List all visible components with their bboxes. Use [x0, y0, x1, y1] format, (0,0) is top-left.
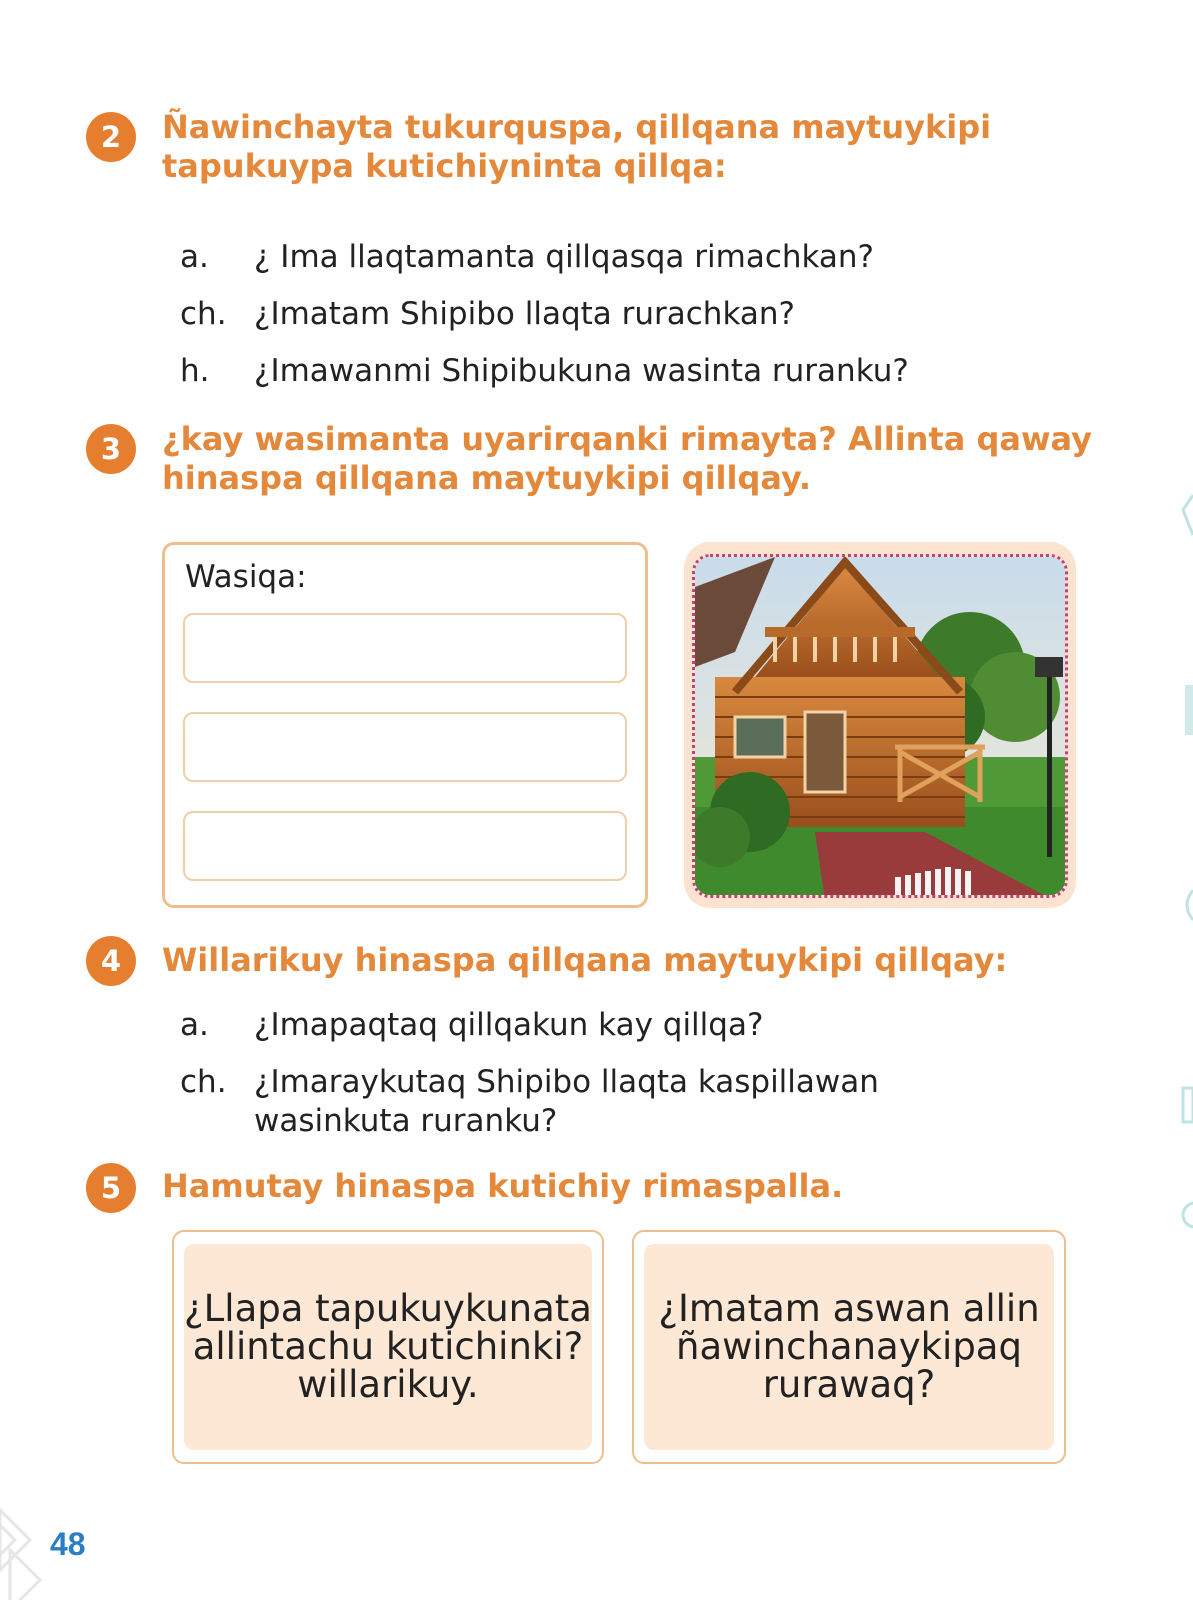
writing-field[interactable] [183, 712, 627, 782]
item-letter: a. [180, 239, 209, 275]
reflection-card-fill [644, 1244, 1054, 1450]
question-number-badge [86, 1163, 136, 1213]
side-circle-icon [1179, 1190, 1193, 1240]
question-title-line: ¿kay wasimanta uyarirqanki rimayta? Allinta qaway [162, 420, 1092, 458]
question-title [162, 1167, 843, 1206]
log-cabin-illustration [695, 557, 1068, 898]
question-number-badge [86, 112, 136, 162]
question-number: 2 [100, 120, 122, 154]
side-curl-icon [1179, 880, 1193, 930]
question-title-line: tapukuypa kutichiyninta qillqa: [162, 147, 727, 185]
side-leaf-icon [1179, 490, 1193, 540]
question-title-line: Willarikuy hinaspa qillqana maytuykipi qillqay: [162, 941, 1008, 979]
item-letter: ch. [180, 296, 227, 332]
item-text: ¿Imapaqtaq qillqakun kay qillqa? [254, 1007, 764, 1043]
reflection-card-fill [184, 1244, 592, 1450]
item-text: ¿Imawanmi Shipibukuna wasinta ruranku? [254, 353, 909, 389]
writing-field[interactable] [183, 811, 627, 881]
card-text-line: ¿Llapa tapukuykunata [184, 1287, 592, 1330]
question-number-badge [86, 424, 136, 474]
question-number-badge [86, 936, 136, 986]
item-letter: h. [180, 353, 210, 389]
card-text-line: willarikuy. [297, 1363, 479, 1406]
side-bar-icon [1179, 680, 1193, 740]
card-text-line: ¿Imatam aswan allin [658, 1287, 1040, 1330]
house-image-frame [684, 542, 1076, 908]
card-text-line: rurawaq? [762, 1363, 936, 1406]
item-letter: a. [180, 1007, 209, 1043]
writing-field[interactable] [183, 613, 627, 683]
card-text-line: ñawinchanaykipaq [676, 1325, 1022, 1368]
house-image [692, 554, 1068, 898]
item-text: ¿ Ima llaqtamanta qillqasqa rimachkan? [254, 239, 875, 275]
card-text-line: allintachu kutichinki? [192, 1325, 584, 1368]
question-title-line: hinaspa qillqana maytuykipi qillqay. [162, 459, 812, 497]
answer-box-label: Wasiqa: [185, 559, 307, 595]
side-book-icon [1179, 1080, 1193, 1130]
item-letter: ch. [180, 1064, 227, 1100]
question-title [162, 420, 1092, 498]
page-number: 48 [50, 1526, 86, 1562]
reflection-card [632, 1230, 1066, 1464]
question-title [162, 941, 1007, 980]
item-text: ¿Imaraykutaq Shipibo llaqta kaspillawan [254, 1064, 879, 1100]
question-number: 3 [100, 432, 122, 466]
question-number: 5 [100, 1171, 122, 1205]
reflection-card [172, 1230, 604, 1464]
answer-box [162, 542, 648, 908]
question-title-line: Ñawinchayta tukurquspa, qillqana maytuykipi [162, 108, 992, 146]
item-text: ¿Imatam Shipibo llaqta rurachkan? [254, 296, 795, 332]
question-title [162, 108, 991, 186]
question-number: 4 [100, 944, 122, 978]
item-text: wasinkuta ruranku? [254, 1103, 558, 1139]
question-title-line: Hamutay hinaspa kutichiy rimaspalla. [162, 1167, 844, 1205]
